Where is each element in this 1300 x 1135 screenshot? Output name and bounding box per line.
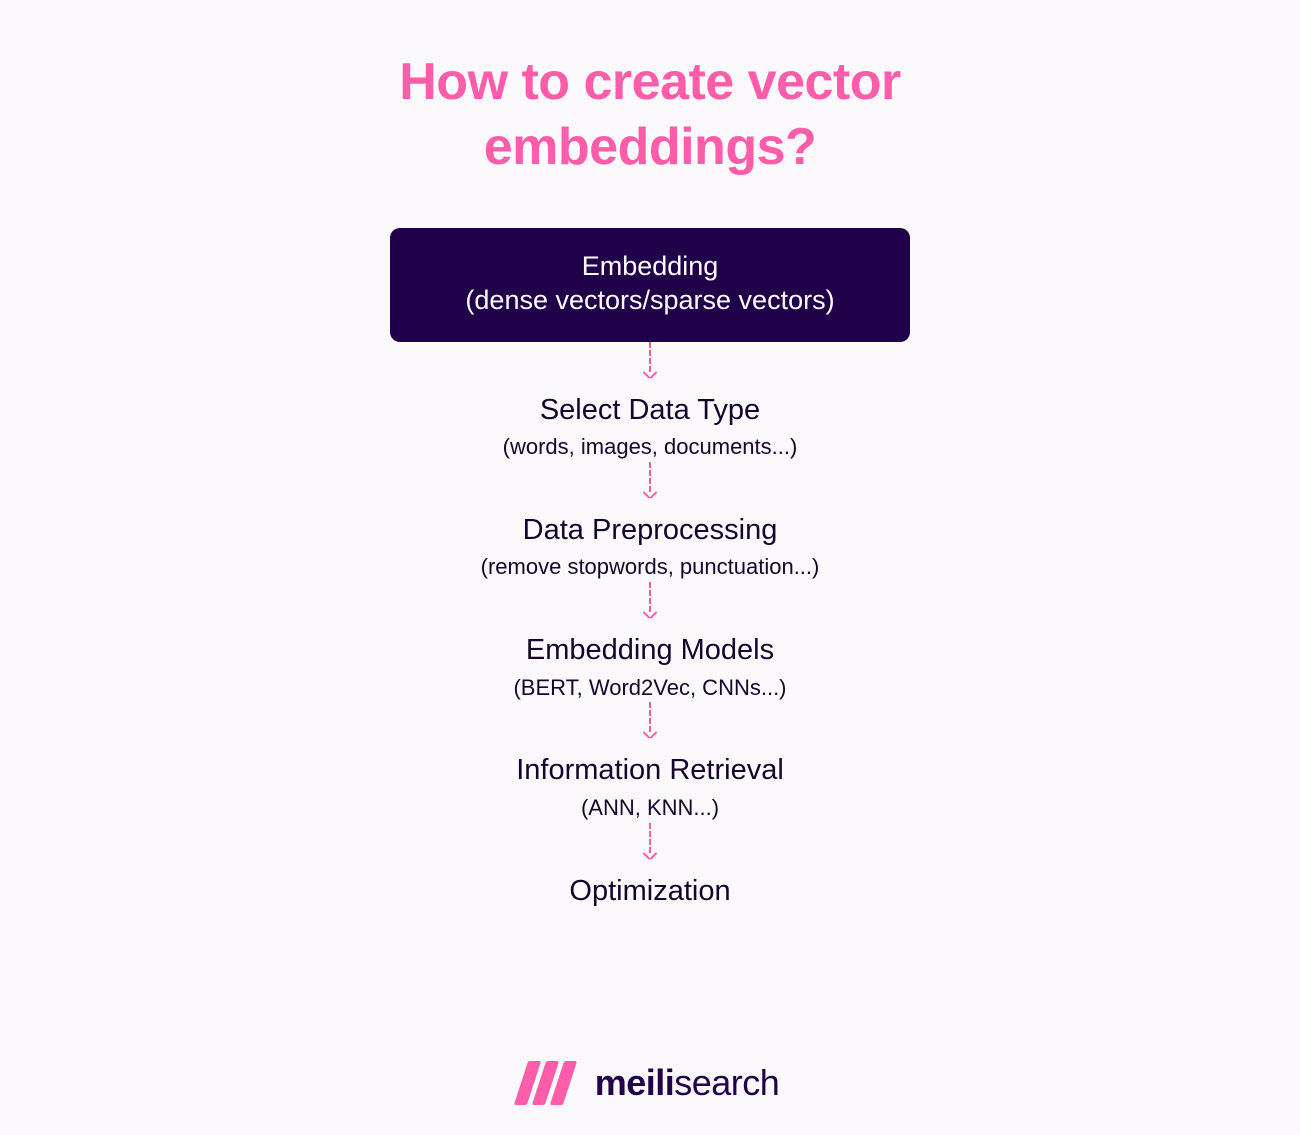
flow-step-1 (503, 392, 798, 462)
meilisearch-slashes-icon (521, 1061, 581, 1105)
flow-step-2 (481, 512, 820, 582)
flow-step-title: Information Retrieval (516, 754, 784, 787)
brand-wordmark-bold: meili (594, 1062, 675, 1103)
arrow-connector-5 (640, 823, 660, 873)
arrow-connector-1 (640, 342, 660, 392)
dashed-line (649, 582, 651, 612)
arrow-connector-4 (640, 702, 660, 752)
embedding-header-line1: Embedding (581, 251, 719, 281)
flow-step-subtitle: (BERT, Word2Vec, CNNs...) (513, 674, 787, 700)
flow-step-4 (516, 752, 784, 822)
dashed-line (649, 342, 651, 372)
page-title: How to create vector embeddings? (399, 53, 901, 176)
brand-wordmark-light: search (674, 1062, 780, 1103)
arrow-down-icon (643, 850, 657, 864)
arrow-connector-2 (640, 462, 660, 512)
brand-footer (0, 1061, 1300, 1105)
brand-wordmark (595, 1062, 780, 1104)
flow-step-subtitle: (words, images, documents...) (502, 434, 798, 460)
arrow-down-icon (643, 609, 657, 623)
arrow-down-icon (643, 729, 657, 743)
flow-step-3 (513, 632, 786, 702)
flow-step-5 (569, 873, 730, 911)
flow-step-title: Data Preprocessing (522, 513, 778, 546)
dashed-line (649, 462, 651, 492)
flow-step-title: Select Data Type (539, 393, 761, 426)
arrow-down-icon (643, 369, 657, 383)
flow-step-title: Optimization (569, 874, 731, 907)
flow-diagram (0, 228, 1300, 910)
embedding-header-line2: (dense vectors/sparse vectors) (465, 284, 835, 315)
flow-step-subtitle: (remove stopwords, punctuation...) (480, 554, 820, 580)
arrow-connector-3 (640, 582, 660, 632)
embedding-header-box (390, 228, 910, 342)
flow-step-title: Embedding Models (525, 634, 775, 667)
arrow-down-icon (643, 489, 657, 503)
dashed-line (649, 823, 651, 853)
dashed-line (649, 702, 651, 732)
flow-step-subtitle: (ANN, KNN...) (580, 795, 720, 821)
